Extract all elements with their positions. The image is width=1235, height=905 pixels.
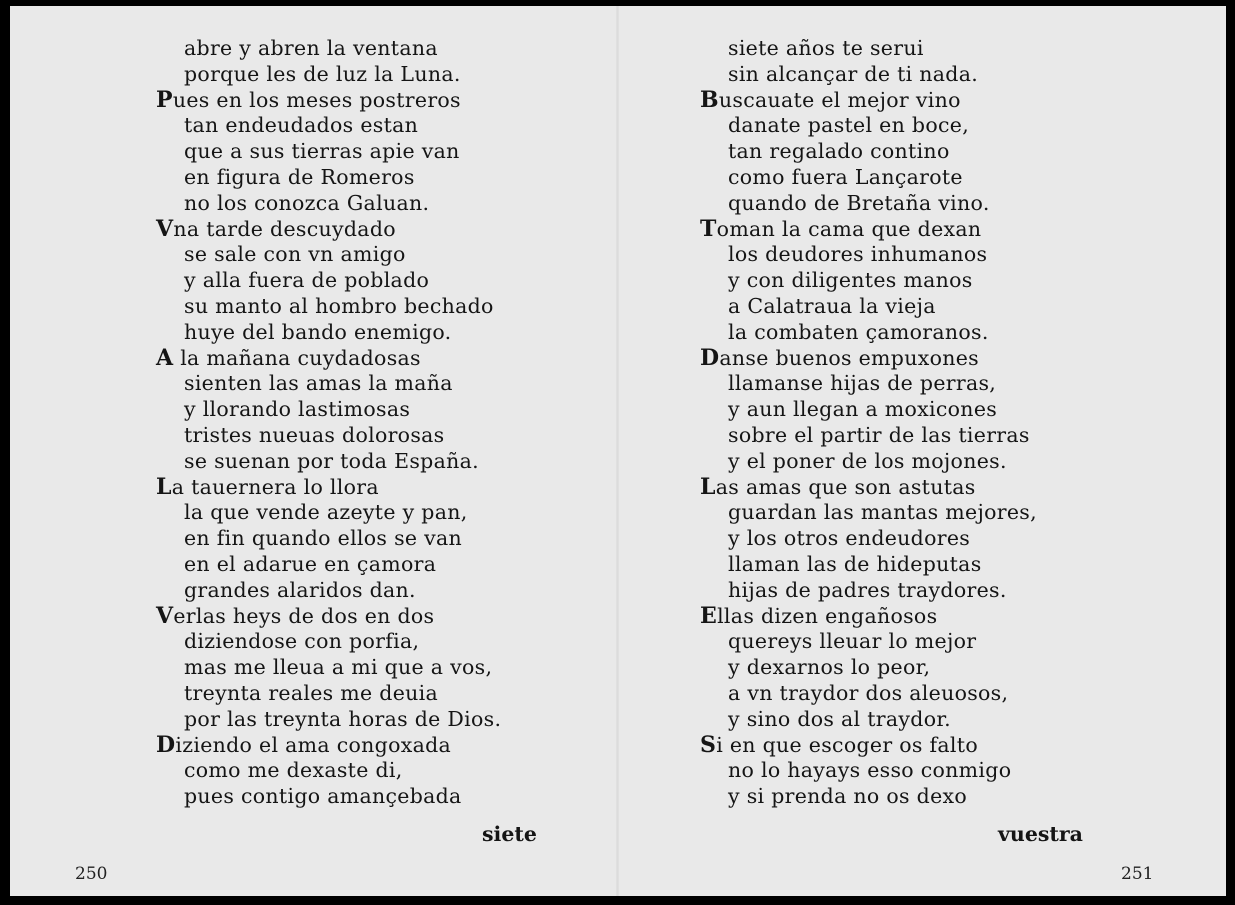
book-spread (10, 6, 1226, 896)
right-page (618, 6, 1226, 896)
verse-line: la combaten çamoranos. (728, 319, 989, 344)
verse-line: treynta reales me deuia (184, 680, 439, 705)
verse-line: y con diligentes manos (728, 268, 973, 293)
verse-line: los deudores inhumanos (728, 242, 988, 267)
verse-line: como me dexaste di, (184, 758, 403, 783)
verse-line: guardan las mantas mejores, (728, 500, 1037, 525)
verse-line: Vna tarde descuydado (156, 215, 396, 242)
verse-line: mas me lleua a mi que a vos, (184, 655, 493, 680)
verse-line: hijas de padres traydores. (728, 577, 1007, 602)
verse-line: Ellas dizen engañosos (700, 602, 938, 629)
verse-line: Diziendo el ama congoxada (156, 731, 452, 758)
verse-line: en fin quando ellos se van (184, 526, 463, 551)
verse-line: que a sus tierras apie van (184, 139, 460, 164)
verse-line: tan endeudados estan (184, 113, 419, 138)
verse-line: sienten las amas la maña (184, 371, 453, 396)
verse-line: y los otros endeudores (728, 526, 971, 551)
verse-line: se suenan por toda España. (184, 448, 479, 473)
verse-line: siete años te serui (728, 36, 924, 60)
verse-line: y el poner de los mojones. (728, 448, 1007, 473)
left-verse-column (156, 36, 501, 810)
verse-line: Toman la cama que dexan (700, 215, 982, 242)
verse-line: huye del bando enemigo. (184, 319, 452, 344)
verse-line: como fuera Lançarote (728, 164, 963, 189)
verse-line: grandes alaridos dan. (184, 577, 416, 602)
verse-line: y si prenda no os dexo (728, 784, 968, 809)
verse-line: Pues en los meses postreros (156, 86, 461, 113)
verse-line: La tauernera lo llora (156, 473, 379, 500)
verse-line: y alla fuera de poblado (184, 268, 430, 293)
verse-line: porque les de luz la Luna. (184, 61, 461, 86)
left-page-number: 250 (75, 864, 108, 884)
verse-line: a Calatraua la vieja (728, 293, 936, 318)
verse-line: diziendose con porfia, (184, 629, 420, 654)
verse-line: su manto al hombro bechado (184, 293, 494, 318)
verse-line: llaman las de hideputas (728, 551, 982, 576)
verse-line: llamanse hijas de perras, (728, 371, 997, 396)
verse-line: y dexarnos lo peor, (728, 655, 931, 680)
verse-line: quereys lleuar lo mejor (728, 629, 977, 654)
verse-line: sin alcançar de ti nada. (728, 61, 979, 86)
verse-line: en figura de Romeros (184, 164, 415, 189)
verse-line: y sino dos al traydor. (728, 706, 952, 731)
right-catchword: vuestra (998, 822, 1083, 846)
verse-line: y llorando lastimosas (184, 397, 411, 422)
verse-line: pues contigo amançebada (184, 784, 462, 809)
verse-line: no los conozca Galuan. (184, 190, 430, 215)
verse-line: Buscauate el mejor vino (700, 86, 961, 113)
verse-line: Las amas que son astutas (700, 473, 976, 500)
left-page (10, 6, 618, 896)
verse-line: danate pastel en boce, (728, 113, 970, 138)
verse-line: A la mañana cuydadosas (156, 344, 421, 371)
verse-line: en el adarue en çamora (184, 551, 437, 576)
verse-line: tan regalado contino (728, 139, 950, 164)
verse-line: quando de Bretaña vino. (728, 190, 990, 215)
verse-line: por las treynta horas de Dios. (184, 706, 502, 731)
verse-line: Danse buenos empuxones (700, 344, 979, 371)
left-catchword: siete (482, 822, 537, 846)
verse-line: a vn traydor dos aleuosos, (728, 680, 1009, 705)
verse-line: se sale con vn amigo (184, 242, 406, 267)
verse-line: abre y abren la ventana (184, 36, 438, 60)
verse-line: tristes nueuas dolorosas (184, 422, 445, 447)
verse-line: sobre el partir de las tierras (728, 422, 1030, 447)
verse-line: no lo hayays esso conmigo (728, 758, 1012, 783)
verse-line: Verlas heys de dos en dos (156, 602, 435, 629)
right-page-number: 251 (1121, 864, 1154, 884)
verse-line: la que vende azeyte y pan, (184, 500, 468, 525)
right-verse-column (700, 36, 1037, 810)
verse-line: Si en que escoger os falto (700, 731, 978, 758)
verse-line: y aun llegan a moxicones (728, 397, 998, 422)
